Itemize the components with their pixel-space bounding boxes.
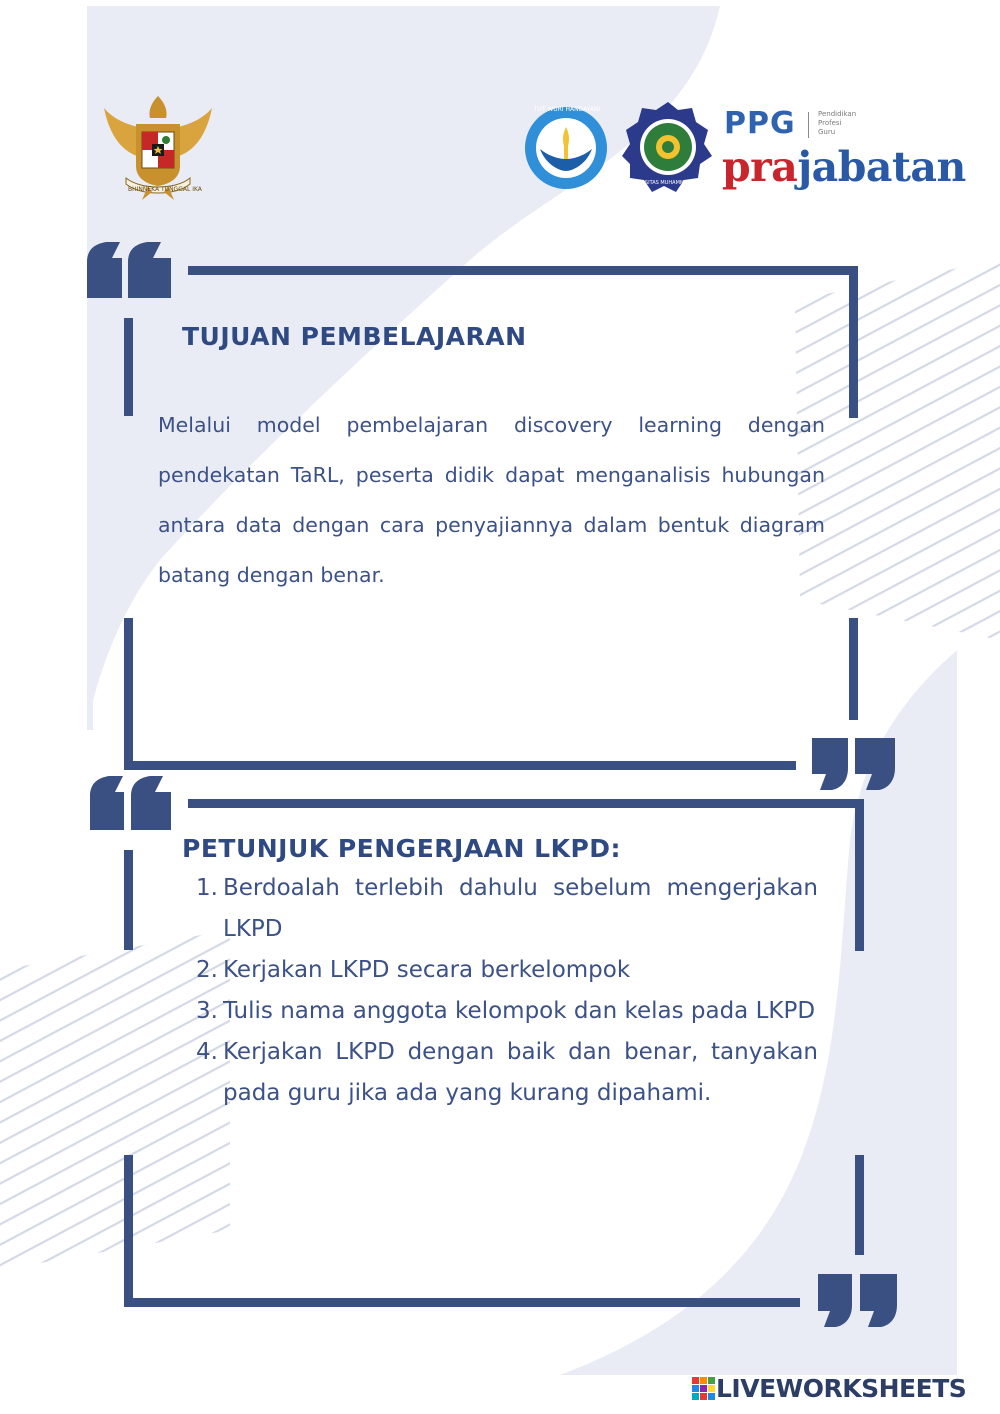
list-item bbox=[196, 868, 818, 950]
list-item-number: 4. bbox=[196, 1039, 218, 1065]
list-item bbox=[196, 991, 818, 1032]
ppg-logo-short: PPG bbox=[724, 106, 796, 141]
open-quote-icon bbox=[90, 776, 171, 830]
list-item-number: 2. bbox=[196, 957, 218, 983]
ppg-sub-line: Guru bbox=[818, 128, 836, 136]
tut-wuri-handayani-logo-icon bbox=[520, 105, 612, 191]
tutwuri-text: TUT WURI HANDAYANI bbox=[533, 106, 601, 113]
ppg-sub-line: Profesi bbox=[818, 119, 842, 127]
close-quote-icon bbox=[812, 738, 895, 790]
stripes-right bbox=[795, 260, 1000, 640]
prajabatan-logo-part-a: pra bbox=[722, 143, 798, 191]
liveworksheets-logo-icon bbox=[692, 1377, 716, 1401]
prajabatan-logo-part-b: jabatan bbox=[797, 143, 966, 191]
list-item-number: 3. bbox=[196, 998, 218, 1024]
list-item-text: Tulis nama anggota kelompok dan kelas pada LKPD bbox=[223, 998, 816, 1024]
section-title-tujuan: TUJUAN PEMBELAJARAN bbox=[182, 322, 527, 351]
emblem-motto: BHINNEKA TUNGGAL IKA bbox=[128, 186, 202, 193]
ppg-sub-line: Pendidikan bbox=[818, 110, 857, 118]
university-text: UNIVERSITAS MUHAMMADIYAH MAKASSAR bbox=[626, 180, 733, 186]
liveworksheets-brand[interactable]: LIVEWORKSHEETS bbox=[716, 1374, 967, 1403]
ppg-subtitle bbox=[818, 110, 878, 137]
section-body-tujuan: Melalui model pembelajaran discovery learning dengan pendekatan TaRL, peserta didik dapat menganalisis hubungan antara data dengan cara penyajiannya dalam bentuk diagram batang dengan benar. bbox=[158, 413, 825, 587]
prajabatan-logo bbox=[722, 143, 966, 191]
list-item bbox=[196, 1032, 818, 1114]
instruction-list bbox=[196, 868, 818, 1114]
ppg-divider bbox=[808, 112, 809, 138]
list-item-text: Berdoalah terlebih dahulu sebelum mengerjakan LKPD bbox=[223, 875, 818, 942]
list-item-text: Kerjakan LKPD secara berkelompok bbox=[223, 957, 631, 983]
list-item-text: Kerjakan LKPD dengan baik dan benar, tanyakan pada guru jika ada yang kurang dipahami. bbox=[223, 1039, 818, 1106]
list-item bbox=[196, 950, 818, 991]
list-item-number: 1. bbox=[196, 875, 218, 901]
section-title-petunjuk: PETUNJUK PENGERJAAN LKPD: bbox=[182, 834, 622, 863]
